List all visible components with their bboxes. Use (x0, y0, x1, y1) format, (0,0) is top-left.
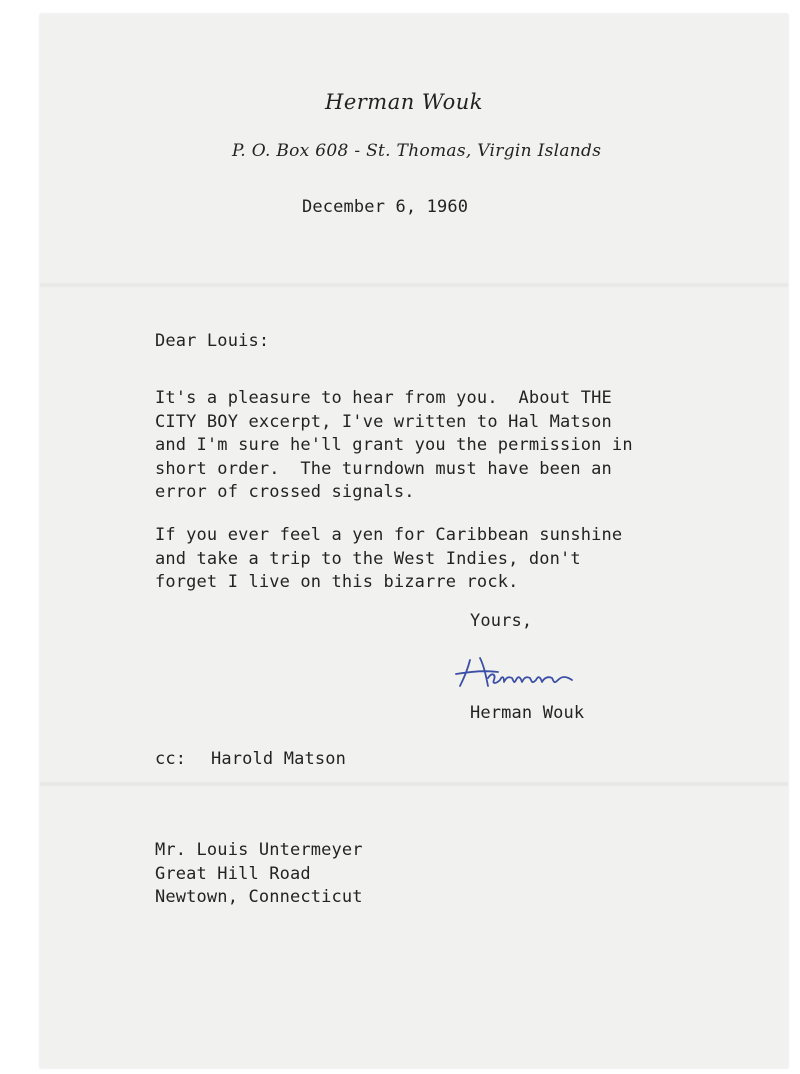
recipient-address: Mr. Louis Untermeyer Great Hill Road Newtown, Connecticut (155, 840, 363, 907)
letterhead-name: Herman Wouk (325, 90, 483, 114)
salutation: Dear Louis: (155, 331, 270, 351)
signer-name: Herman Wouk (470, 703, 585, 723)
letter-date: December 6, 1960 (302, 197, 469, 217)
paper-fold-line (40, 282, 788, 288)
letterhead-address: P. O. Box 608 - St. Thomas, Virgin Islands (232, 141, 602, 161)
signature-mark (450, 648, 580, 692)
letter-sheet (40, 14, 788, 1068)
cc-label: cc: (155, 749, 187, 769)
handwritten-signature (450, 648, 580, 692)
body-paragraph: It's a pleasure to hear from you. About THE CITY BOY excerpt, I've written to Hal Matson and I'm sure he'll grant you the permission in short order. The turndown must have been an error of crossed signals. (155, 388, 633, 502)
paper-fold-line (40, 781, 788, 787)
body-paragraph: If you ever feel a yen for Caribbean sunshine and take a trip to the West Indies, don't forget I live on this bizarre rock. (155, 525, 623, 592)
cc-recipient: Harold Matson (211, 749, 347, 769)
complimentary-close: Yours, (470, 611, 533, 631)
